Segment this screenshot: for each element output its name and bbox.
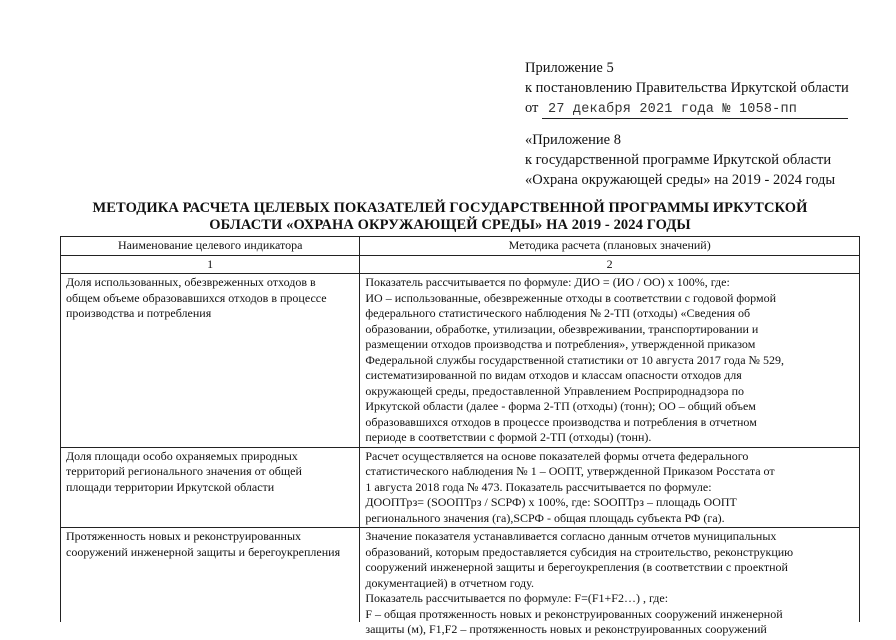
annex-5-date-number: 27 декабря 2021 года № 1058-пп bbox=[542, 101, 848, 119]
header-indicator-name: Наименование целевого индикатора bbox=[61, 237, 360, 256]
annex-5-title: Приложение 5 bbox=[525, 60, 614, 76]
method-cell: Расчет осуществляется на основе показателей формы отчета федерального статистического наблюдения № 1 – ООПТ, утвержденной Приказом Росстата от 1 августа 2018 года № 473. Показатель рассчитывается по формуле: ДООПТрз= (SООПТрз / SСРФ) х 100%, где: SООПТрз – площадь ООПТ регионального значения (га),SСРФ - общая площадь субъекта РФ (га). bbox=[360, 447, 860, 528]
document-title bbox=[40, 200, 860, 234]
column-number-1: 1 bbox=[61, 255, 360, 274]
table-column-number-row bbox=[61, 255, 860, 274]
indicator-cell-wrap bbox=[61, 528, 360, 623]
document-title-line-2: ОБЛАСТИ «ОХРАНА ОКРУЖАЮЩЕЙ СРЕДЫ» НА 2019 - 2024 ГОДЫ bbox=[209, 217, 691, 233]
annex-5-date-line bbox=[525, 98, 849, 119]
annex-5-date-prefix: от bbox=[525, 100, 539, 116]
annex-8-title: «Приложение 8 bbox=[525, 132, 621, 148]
annex-5-resolution: к постановлению Правительства Иркутской области bbox=[525, 80, 849, 96]
annex-5-header bbox=[525, 58, 849, 119]
method-cell-wrap bbox=[360, 528, 860, 636]
column-number-2: 2 bbox=[360, 255, 860, 274]
header-method: Методика расчета (плановых значений) bbox=[360, 237, 860, 256]
annex-8-header bbox=[525, 130, 835, 190]
annex-8-program: к государственной программе Иркутской области bbox=[525, 152, 832, 168]
table-row bbox=[61, 447, 860, 528]
method-cell: Значение показателя устанавливается согласно данным отчетов муниципальных образований, которым предоставляется субсидия на строительство, реконструкцию сооружений инженерной защиты и берегоукрепления (в соответствии с проектной документацией) в отчетном году. Показатель рассчитывается по формуле: F=(F1+F2…) , где: F – общая протяженность новых и реконструированных сооружений инженерной защиты (м), F1,F2 – протяженность новых и реконструированных сооружений bbox=[365, 529, 794, 636]
indicator-cell: Доля площади особо охраняемых природных территорий регионального значения от общей площади территории Иркутской области bbox=[61, 447, 360, 528]
table-row bbox=[61, 274, 860, 448]
table-header-row bbox=[61, 237, 860, 256]
indicator-cell: Доля использованных, обезвреженных отходов в общем объеме образовавшихся отходов в процессе производства и потребления bbox=[61, 274, 360, 448]
table-row bbox=[61, 528, 860, 623]
indicators-table bbox=[60, 236, 860, 636]
document-title-line-1: МЕТОДИКА РАСЧЕТА ЦЕЛЕВЫХ ПОКАЗАТЕЛЕЙ ГОСУДАРСТВЕННОЙ ПРОГРАММЫ ИРКУТСКОЙ bbox=[92, 200, 808, 216]
method-cell: Показатель рассчитывается по формуле: ДИО = (ИО / ОО) х 100%, где: ИО – использованные, обезвреженные отходы в соответствии с годовой формой федерального статистического наблюдения № 2-ТП (отходы) «Сведения об образовании, обработке, утилизации, обезвреживании, транспортировании и размещении отходов производства и потребления», утвержденной приказом Федеральной службы государственной статистики от 10 августа 2017 года № 529, систематизированной по видам отходов и классам опасности отходов для окружающей среды, предоставленной Управлением Росприроднадзора по Иркутской области (далее - форма 2-ТП (отходы) (тонн); ОО – общий объем образовавшихся отходов в процессе производства и потребления в отчетном периоде в соответствии с формой 2-ТП (отходы) (тонн). bbox=[360, 274, 860, 448]
indicator-cell: Протяженность новых и реконструированных сооружений инженерной защиты и берегоукрепления bbox=[66, 529, 341, 559]
annex-8-program-name: «Охрана окружающей среды» на 2019 - 2024 годы bbox=[525, 172, 836, 188]
